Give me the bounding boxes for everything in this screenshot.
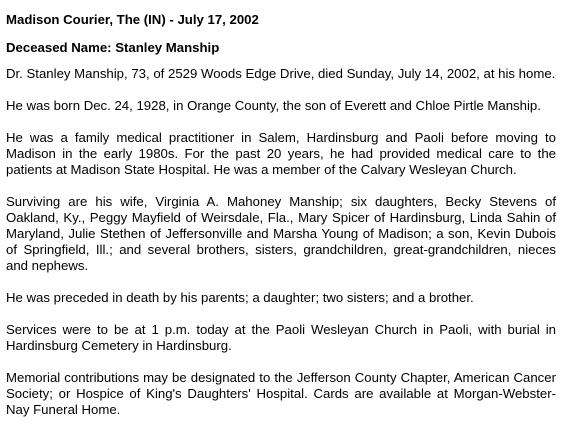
paragraph-birth: He was born Dec. 24, 1928, in Orange County, the son of Everett and Chloe Pirtle Manship. (6, 98, 541, 113)
deceased-name-heading: Deceased Name: Stanley Manship (6, 40, 220, 55)
source-heading: Madison Courier, The (IN) - July 17, 2002 (6, 12, 259, 27)
paragraph-preceded: He was preceded in death by his parents; a daughter; two sisters; and a brother. (6, 290, 474, 305)
obituary-document (6, 12, 556, 418)
paragraph-career: He was a family medical practitioner in Salem, Hardinsburg and Paoli before moving to Madison in the early 1980s. For the past 20 years, he had provided medical care to the patients at Madison State Hospital. He was a member of the Calvary Wesleyan Church. (6, 130, 556, 177)
paragraph-death-notice: Dr. Stanley Manship, 73, of 2529 Woods Edge Drive, died Sunday, July 14, 2002, at his home. (6, 66, 556, 81)
paragraph-memorials: Memorial contributions may be designated to the Jefferson County Chapter, American Cancer Society; or Hospice of King's Daughters' Hospital. Cards are available at Morgan-Webster-Nay Funeral Home. (6, 370, 556, 417)
paragraph-services: Services were to be at 1 p.m. today at the Paoli Wesleyan Church in Paoli, with burial in Hardinsburg Cemetery in Hardinsburg. (6, 322, 556, 353)
paragraph-survivors: Surviving are his wife, Virginia A. Mahoney Manship; six daughters, Becky Stevens of Oakland, Ky., Peggy Mayfield of Weirsdale, Fla., Mary Spicer of Hardinsburg, Linda Sahin of Maryland, Julie Stethen of Jeffersonville and Marsha Young of Madison; a son, Kevin Dubois of Springfield, Ill.; and several brothers, sisters, grandchildren, great-grandchildren, nieces and nephews. (6, 194, 556, 273)
